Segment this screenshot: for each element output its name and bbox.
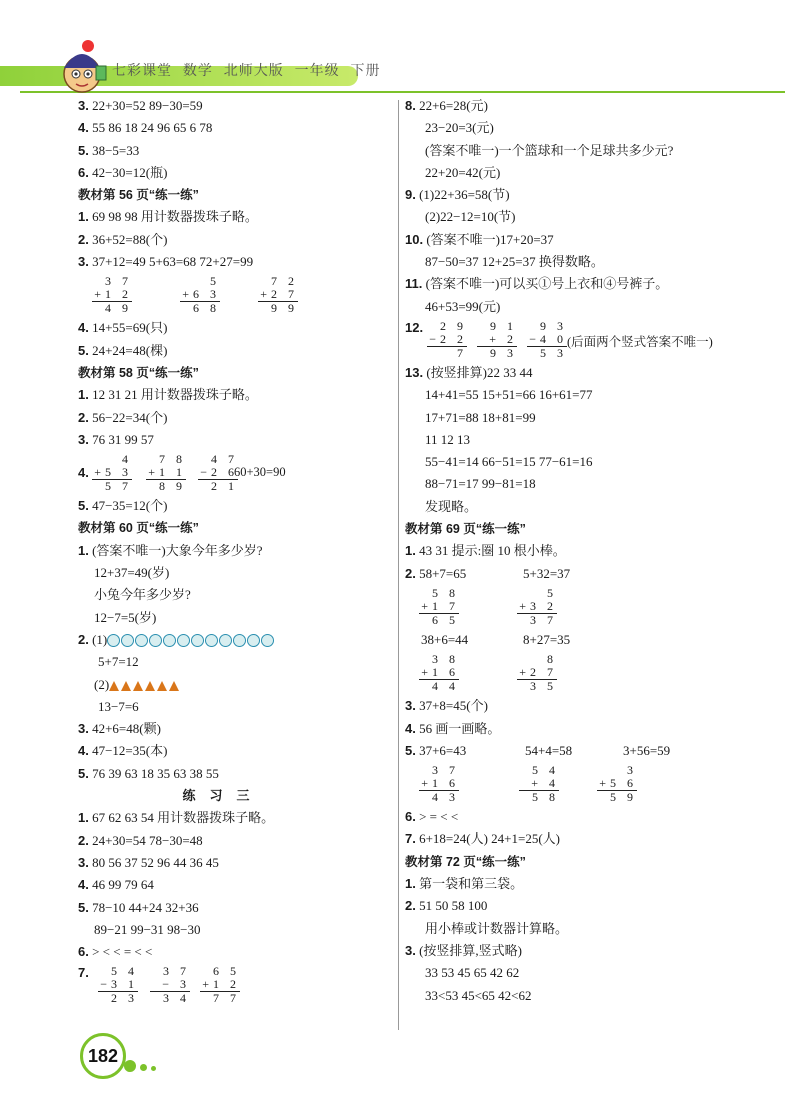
vertical-suffix: (后面两个竖式答案不唯一)	[567, 334, 713, 349]
vertical-calc-row: + 4	[519, 777, 559, 791]
vertical-calc	[92, 453, 132, 493]
answer-line: 7. 6+18=24(人) 24+1=25(人)	[405, 831, 560, 847]
vertical-calc-row: 9 3	[490, 345, 517, 360]
decor-dot	[124, 1060, 136, 1072]
vertical-calc-row: +1 6	[419, 666, 459, 680]
vertical-calc-row: 8 9	[159, 479, 186, 494]
vertical-calc-row: 3	[627, 763, 637, 778]
vertical-calc-row: 7 2	[271, 274, 298, 289]
answer-line: 13. (按竖排算)22 33 44	[405, 364, 533, 380]
vertical-calc-row: +1 2	[92, 288, 132, 302]
answer-line: 6. > < < = < <	[78, 944, 153, 960]
answer-line: 用小棒或计数器计算略。	[425, 920, 569, 936]
vertical-calc-row: 4 4	[432, 679, 459, 694]
answer-line: 4. 46 99 79 64	[78, 877, 154, 893]
vertical-calc-row: 8	[547, 652, 557, 667]
vertical-calc-row: +2 7	[258, 288, 298, 302]
vertical-calc	[198, 453, 238, 493]
answer-line: 3. 80 56 37 52 96 44 36 45	[78, 854, 219, 870]
answer-line: 3. 42+6=48(颗)	[78, 721, 161, 737]
triangles-icon	[109, 681, 179, 691]
answer-line: 38+6=44 8+27=35	[421, 631, 571, 647]
vertical-calc	[98, 965, 138, 1005]
vertical-calc-row: +1 6	[419, 777, 459, 791]
vertical-calc	[527, 320, 567, 360]
vertical-calc	[419, 764, 459, 804]
vertical-calc-row: 5 4	[532, 763, 559, 778]
answer-line: 5. 47−35=12(个)	[78, 498, 168, 514]
vertical-calc-row: 6 5	[213, 964, 240, 979]
vertical-calcs	[78, 273, 388, 317]
question-number: 12.	[405, 319, 424, 335]
answer-line: 2. 56−22=34(个)	[78, 409, 168, 425]
answer-line: 1. 43 31 提示:圈 10 根小棒。	[405, 543, 566, 559]
left-column	[78, 95, 388, 1007]
vertical-calc-row: −4 0	[527, 333, 567, 347]
vertical-calcs	[78, 451, 388, 495]
vertical-calc-row: 5	[210, 274, 220, 289]
answer-line: 89−21 99−31 98−30	[94, 921, 201, 937]
answer-line: 5+7=12	[98, 654, 139, 670]
vertical-calc-row: + 2	[477, 333, 517, 347]
answer-line: 5. 37+6=43 54+4=58 3+56=59	[405, 742, 671, 758]
answer-line: 5. 24+24=48(棵)	[78, 342, 168, 358]
section-heading: 教材第 60 页“练一练”	[78, 521, 199, 536]
vertical-calc-row: 5	[547, 585, 557, 600]
answer-line: 小兔今年多少岁?	[94, 587, 191, 603]
answer-line: 2. 24+30=54 78−30=48	[78, 832, 203, 848]
vertical-calcs	[78, 963, 388, 1007]
vertical-calc	[92, 275, 132, 315]
answer-line: 2. 58+7=65 5+32=37	[405, 565, 571, 581]
answer-line: 14+41=55 15+51=66 16+61=77	[425, 387, 593, 403]
answer-line: 1. 67 62 63 54 用计数器拨珠子略。	[78, 810, 275, 826]
answer-line: 1. 第一袋和第三袋。	[405, 876, 524, 892]
vertical-calc	[150, 965, 190, 1005]
vertical-calc	[258, 275, 298, 315]
vertical-calc-row: −2 6	[198, 466, 238, 480]
header-rule	[20, 91, 785, 93]
vertical-calc-row: 2 3	[111, 991, 138, 1006]
answer-line: 22+20=42(元)	[425, 164, 501, 180]
vertical-calcs	[405, 318, 775, 362]
vertical-calc	[477, 320, 517, 360]
answer-line: 1. 12 31 21 用计数器拨珠子略。	[78, 387, 258, 403]
vertical-calc	[517, 587, 557, 627]
answer-line: 11 12 13	[425, 431, 471, 447]
vertical-calc	[517, 653, 557, 693]
vertical-calc	[180, 275, 220, 315]
vertical-calc-row: 5 7	[105, 479, 132, 494]
header-title: 七彩课堂 数学 北师大版 一年级 下册	[112, 62, 381, 78]
vertical-calc-row: 3 7	[105, 274, 132, 289]
vertical-calc	[519, 764, 559, 804]
page-number: 182	[80, 1033, 126, 1079]
vertical-calc-row: 3 7	[432, 763, 459, 778]
section-heading: 教材第 56 页“练一练”	[78, 188, 199, 203]
answer-line: 3. (按竖排算,竖式略)	[405, 942, 523, 958]
answer-line: 3. 76 31 99 57	[78, 431, 154, 447]
answer-line: 4. 56 画一画略。	[405, 720, 501, 736]
vertical-calc	[419, 587, 459, 627]
vertical-calc-row: 4 7	[211, 452, 238, 467]
vertical-calc	[427, 320, 467, 360]
answer-line: 9. (1)22+36=58(节)	[405, 187, 510, 203]
section-heading: 教材第 69 页“练一练”	[405, 522, 526, 537]
answer-line: 6. 42−30=12(瓶)	[78, 164, 168, 180]
answer-line: (答案不唯一)一个篮球和一个足球共多少元?	[425, 142, 674, 158]
answer-line: (2)	[78, 674, 388, 696]
vertical-calc-row: 9 1	[490, 318, 517, 333]
vertical-calc-row: 2 1	[211, 479, 238, 494]
vertical-calc-row: +1 7	[419, 600, 459, 614]
answer-line: 1. 69 98 98 用计数器拨珠子略。	[78, 209, 258, 225]
vertical-calc-row: 9 9	[271, 301, 298, 316]
vertical-calc-row: 7 8	[159, 452, 186, 467]
vertical-calc-row: 3 7	[163, 964, 190, 979]
answer-line: 3. 37+8=45(个)	[405, 698, 488, 714]
vertical-calc-row: 5 8	[532, 790, 559, 805]
answer-line: 88−71=17 99−81=18	[425, 476, 536, 492]
vertical-calc	[597, 764, 637, 804]
question-number: 4.	[78, 465, 89, 481]
section-heading: 教材第 58 页“练一练”	[78, 365, 199, 380]
decor-dot	[140, 1064, 147, 1071]
vertical-calcs	[405, 585, 775, 629]
vertical-calc-row: +5 6	[597, 777, 637, 791]
vertical-calc-row: 6 5	[432, 612, 459, 627]
vertical-calc-row: 5 3	[540, 345, 567, 360]
answer-line: 4. 55 86 18 24 96 65 6 78	[78, 120, 213, 136]
vertical-calc-row: −2 2	[427, 333, 467, 347]
vertical-calc-row: 7 7	[213, 991, 240, 1006]
answer-line: 2. 36+52=88(个)	[78, 231, 168, 247]
section-heading: 教材第 72 页“练一练”	[405, 854, 526, 869]
vertical-calc-row: +5 3	[92, 466, 132, 480]
answer-line: 1. (答案不唯一)大象今年多少岁?	[78, 542, 263, 558]
answer-line: 3. 22+30=52 89−30=59	[78, 98, 203, 113]
question-number: 7.	[78, 965, 89, 981]
vertical-calc-row: +1 1	[146, 466, 186, 480]
vertical-calc-row: +6 3	[180, 288, 220, 302]
answer-line: 55−41=14 66−51=15 77−61=16	[425, 454, 593, 470]
answer-line: 3. 37+12=49 5+63=68 72+27=99	[78, 254, 254, 270]
vertical-calc-row: 3 7	[530, 612, 557, 627]
answer-line: 5. 78−10 44+24 32+36	[78, 899, 199, 915]
answer-line: 10. (答案不唯一)17+20=37	[405, 231, 554, 247]
vertical-calc-row: 5 4	[111, 964, 138, 979]
vertical-calc-row: 6 8	[193, 301, 220, 316]
vertical-calc-row: 9 3	[540, 318, 567, 333]
answer-line: 4. 47−12=35(本)	[78, 743, 168, 759]
answer-line: 23−20=3(元)	[425, 120, 494, 136]
vertical-calc	[200, 965, 240, 1005]
vertical-calc	[419, 653, 459, 693]
vertical-calc	[146, 453, 186, 493]
answer-line: 5. 38−5=33	[78, 142, 140, 158]
vertical-calc-row: 5 8	[432, 585, 459, 600]
vertical-calc-row: − 3	[150, 978, 190, 992]
right-column	[405, 95, 775, 1007]
vertical-calc-row: 3 4	[163, 991, 190, 1006]
answer-line: 11. (答案不唯一)可以买①号上衣和④号裤子。	[405, 276, 669, 292]
answer-line: 87−50=37 12+25=37 换得数略。	[425, 254, 604, 270]
vertical-calcs	[405, 762, 775, 806]
vertical-calc-row: 7	[457, 345, 467, 360]
answer-line: 4. 14+55=69(只)	[78, 320, 168, 336]
answer-line: 2. (1)	[78, 629, 388, 651]
answer-line: 33<53 45<65 42<62	[425, 987, 532, 1003]
vertical-calc-row: +3 2	[517, 600, 557, 614]
answer-line: (2)22−12=10(节)	[425, 209, 516, 225]
answer-line: 33 53 45 65 42 62	[425, 965, 520, 981]
answer-line: 12−7=5(岁)	[94, 609, 157, 625]
vertical-calc-row: 4 3	[432, 790, 459, 805]
answer-line: 5. 76 39 63 18 35 63 38 55	[78, 765, 219, 781]
answer-line: 13−7=6	[98, 698, 139, 714]
vertical-calc-row: 2 9	[440, 318, 467, 333]
vertical-calc-row: 3 8	[432, 652, 459, 667]
answer-line: 2. 51 50 58 100	[405, 898, 488, 914]
section-heading: 练习三	[182, 788, 264, 804]
vertical-suffix: 60+30=90	[234, 465, 286, 480]
vertical-calcs	[405, 651, 775, 695]
answer-line: 17+71=88 18+81=99	[425, 409, 536, 425]
column-divider	[398, 100, 399, 1030]
vertical-calc-row: 4	[122, 452, 132, 467]
answer-line: 46+53=99(元)	[425, 298, 501, 314]
vertical-calc-row: 4 9	[105, 301, 132, 316]
vertical-calc-row: +2 7	[517, 666, 557, 680]
answer-line: 8. 22+6=28(元)	[405, 98, 488, 113]
page-header	[0, 0, 800, 95]
vertical-calc-row: 3 5	[530, 679, 557, 694]
decor-dot	[151, 1066, 156, 1071]
answer-line: 6. > = < <	[405, 809, 459, 825]
circles-icon	[107, 634, 274, 647]
mascot-icon	[52, 38, 112, 94]
answer-line: 发现略。	[425, 498, 478, 514]
vertical-calc-row: +1 2	[200, 978, 240, 992]
vertical-calc-row: −3 1	[98, 978, 138, 992]
vertical-calc-row: 5 9	[610, 790, 637, 805]
answer-line: 12+37=49(岁)	[94, 565, 170, 581]
